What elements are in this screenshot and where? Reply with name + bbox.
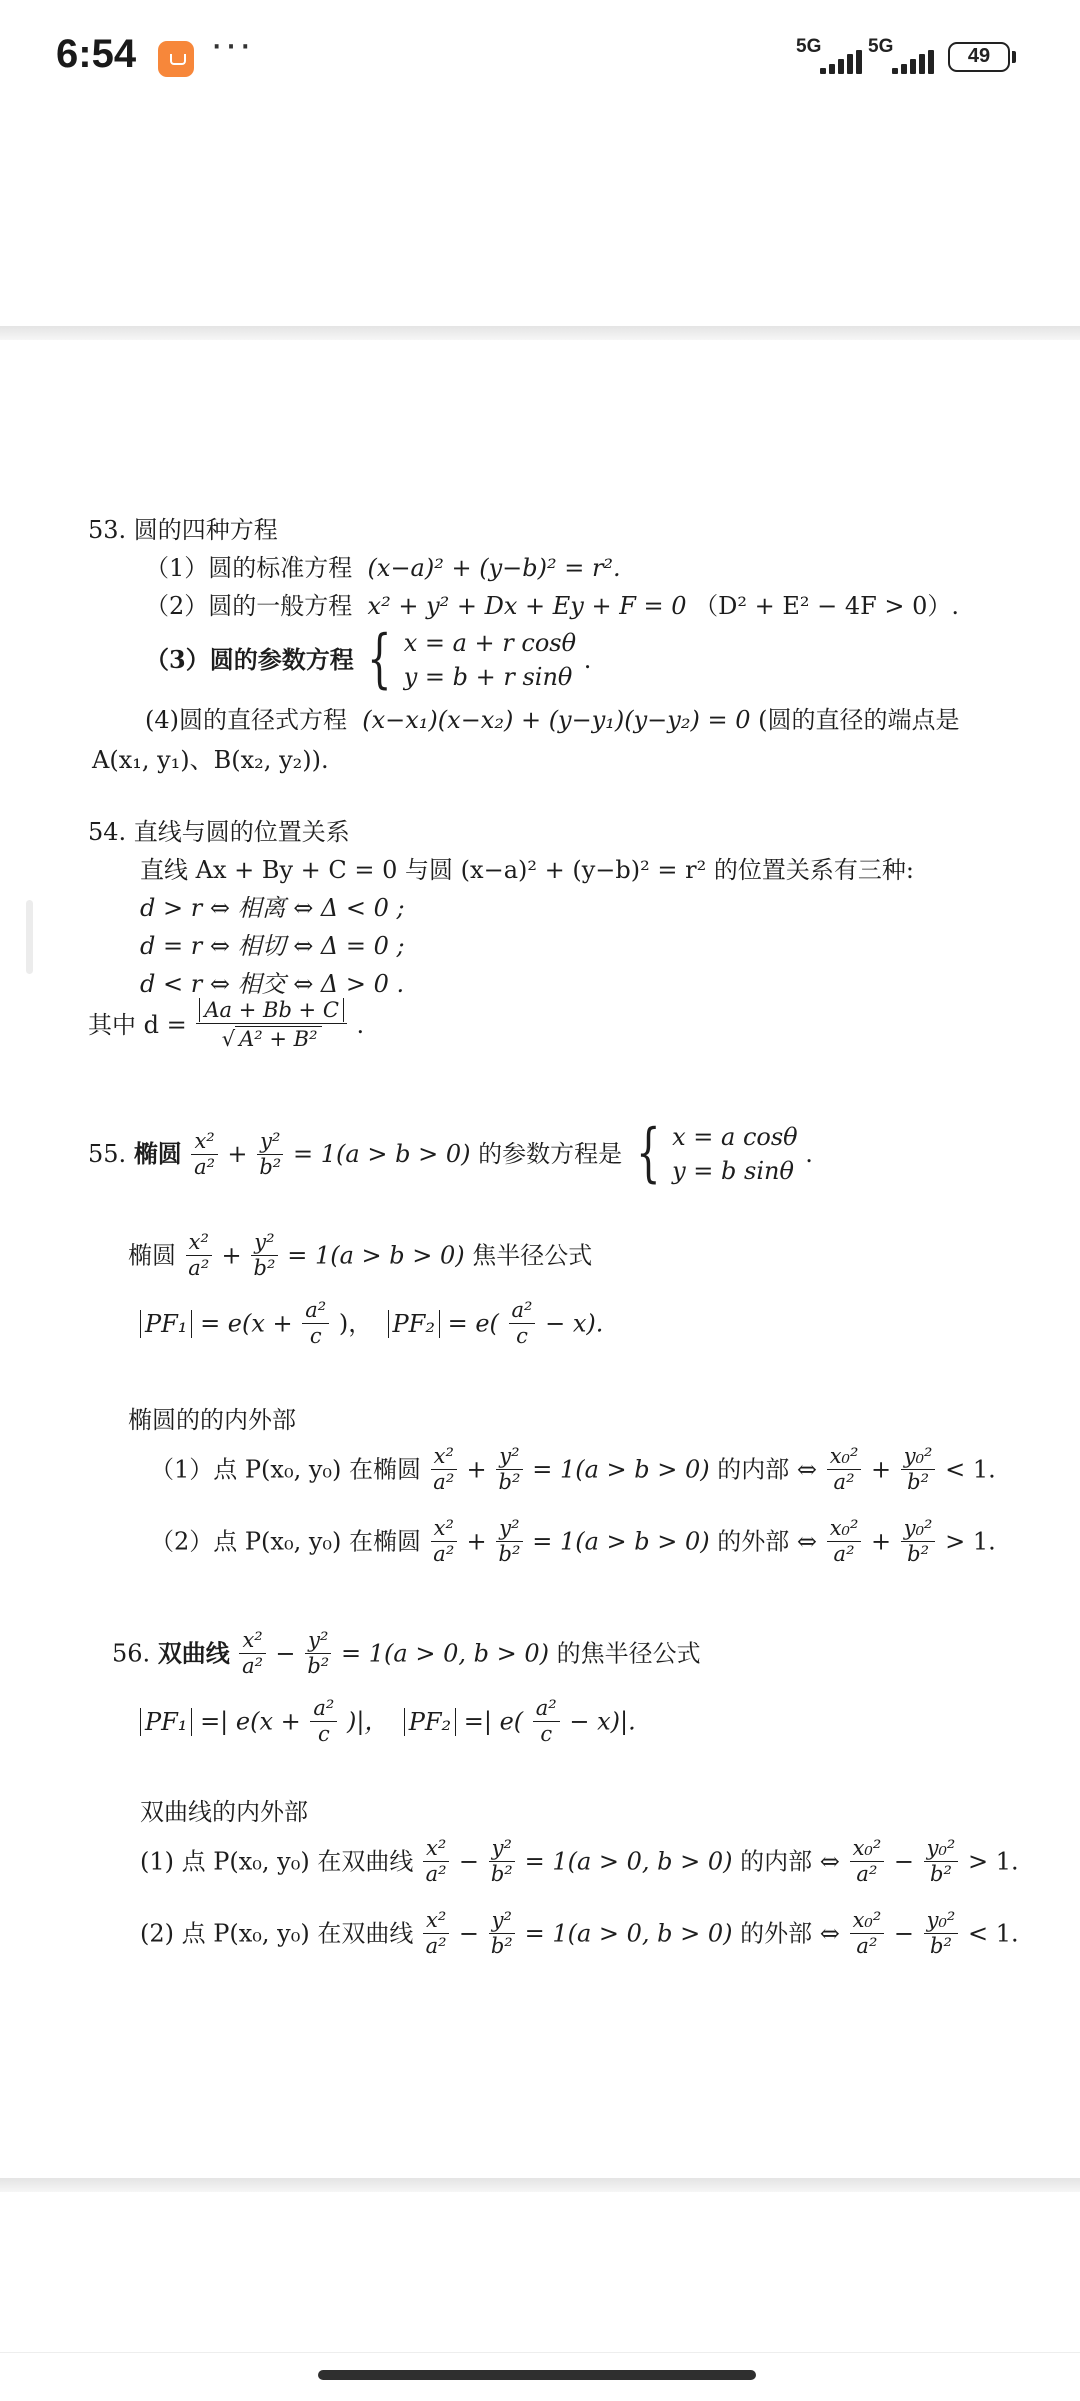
item-53-4: (4)圆的直径式方程 (x−x₁)(x−x₂) + (y−y₁)(y−y₂) = 0 (圆的直径的端点是 xyxy=(145,706,960,734)
section-53-heading: 53. 圆的四种方程 xyxy=(88,516,278,544)
battery-icon: 49 xyxy=(948,42,1010,72)
home-indicator[interactable] xyxy=(318,2370,756,2380)
section-54-heading: 54. 直线与圆的位置关系 xyxy=(88,818,350,846)
ellipse-focal-formula: PF₁ = e(x + $\frac{\text{a²}}{c}$ )， PF₂ = e( $\frac{\text{a²}}{c}$ − x). xyxy=(140,1300,603,1347)
page-separator xyxy=(0,326,1080,340)
clock: 6:54 xyxy=(56,32,137,76)
ellipse-inside-1: （1）点 P(x₀, y₀) 在椭圆 $\frac{\text{x²}}{\text{a²}}$ + $\frac{\text{y²}}{\text{b²}}$ = 1(a > b > 0) 的内部 ⇔ $\frac{\text{x₀²}}{\text{a²}}$ + $\frac{\text{y₀²}}{\text{b²}}$ < 1. xyxy=(150,1444,996,1494)
case-separate: d > r ⇔ 相离 ⇔ Δ < 0 ; xyxy=(140,894,405,922)
battery-tip xyxy=(1012,51,1016,63)
section-54-intro: 直线 Ax + By + C = 0 与圆 (x−a)² + (y−b)² = r² 的位置关系有三种: xyxy=(140,856,914,884)
hyperbola-inside-2: (2) 点 P(x₀, y₀) 在双曲线 $\frac{\text{x²}}{\text{a²}}$ − $\frac{\text{y²}}{\text{b²}}$ = 1(a > 0, b > 0) 的外部 ⇔ $\frac{\text{x₀²}}{\text{a²}}$ − $\frac{\text{y₀²}}{\text{b²}}$ < 1. xyxy=(140,1908,1019,1958)
hyperbola-inside-title: 双曲线的内外部 xyxy=(140,1798,308,1826)
hyperbola-inside-1: (1) 点 P(x₀, y₀) 在双曲线 $\frac{\text{x²}}{\text{a²}}$ − $\frac{\text{y²}}{\text{b²}}$ = 1(a > 0, b > 0) 的内部 ⇔ $\frac{\text{x₀²}}{\text{a²}}$ − $\frac{\text{y₀²}}{\text{b²}}$ > 1. xyxy=(140,1836,1019,1886)
case-intersect: d < r ⇔ 相交 ⇔ Δ > 0 . xyxy=(140,970,405,998)
section-55-heading: 55. 椭圆 $\frac{\text{x²}}{\text{a²}}$ + $\frac{\text{y²}}{\text{b²}}$ = 1(a > b > 0) 的参数方程是 { x = a cosθ y = b sinθ . xyxy=(88,1116,813,1191)
section-56-heading: 56. 双曲线 $\frac{\text{x²}}{\text{a²}}$ − $\frac{\text{y²}}{\text{b²}}$ = 1(a > 0, b > 0) 的焦半径公式 xyxy=(112,1628,701,1678)
case-tangent: d = r ⇔ 相切 ⇔ Δ = 0 ; xyxy=(140,932,405,960)
ellipse-inside-title: 椭圆的的内外部 xyxy=(128,1406,296,1434)
item-53-2: （2）圆的一般方程 x² + y² + Dx + Ey + F = 0 （D² + E² − 4F > 0）. xyxy=(145,592,960,620)
status-bar xyxy=(0,0,1080,120)
item-53-4-points: A(x₁, y₁)、B(x₂, y₂)). xyxy=(92,746,329,774)
nav-divider xyxy=(0,2352,1080,2353)
more-notifications-icon: ··· xyxy=(210,22,253,66)
ellipse-inside-2: （2）点 P(x₀, y₀) 在椭圆 $\frac{\text{x²}}{\text{a²}}$ + $\frac{\text{y²}}{\text{b²}}$ = 1(a > b > 0) 的外部 ⇔ $\frac{\text{x₀²}}{\text{a²}}$ + $\frac{\text{y₀²}}{\text{b²}}$ > 1. xyxy=(150,1516,996,1566)
signal-5g-icon: 5G xyxy=(796,38,866,74)
distance-formula: 其中 d = $\frac{Aa + Bb + C}{\text{√ A² + B²}}$ . xyxy=(88,998,365,1051)
page-separator-bottom xyxy=(0,2178,1080,2192)
hyperbola-focal-formula: PF₁ =| e(x + $\frac{\text{a²}}{c}$ )|， PF₂ =| e( $\frac{\text{a²}}{c}$ − x)|. xyxy=(140,1698,636,1745)
document-page xyxy=(0,340,1080,2178)
item-53-1: （1）圆的标准方程 (x−a)² + (y−b)² = r². xyxy=(145,554,621,582)
shopping-app-icon xyxy=(158,41,194,77)
item-53-3: （3）圆的参数方程 { x = a + r cosθ y = b + r sinθ . xyxy=(145,622,592,697)
signal-5g-icon-2: 5G xyxy=(868,38,938,74)
ellipse-focal-title: 椭圆 $\frac{\text{x²}}{\text{a²}}$ + $\frac{\text{y²}}{\text{b²}}$ = 1(a > b > 0) 焦半径公式 xyxy=(128,1230,593,1280)
